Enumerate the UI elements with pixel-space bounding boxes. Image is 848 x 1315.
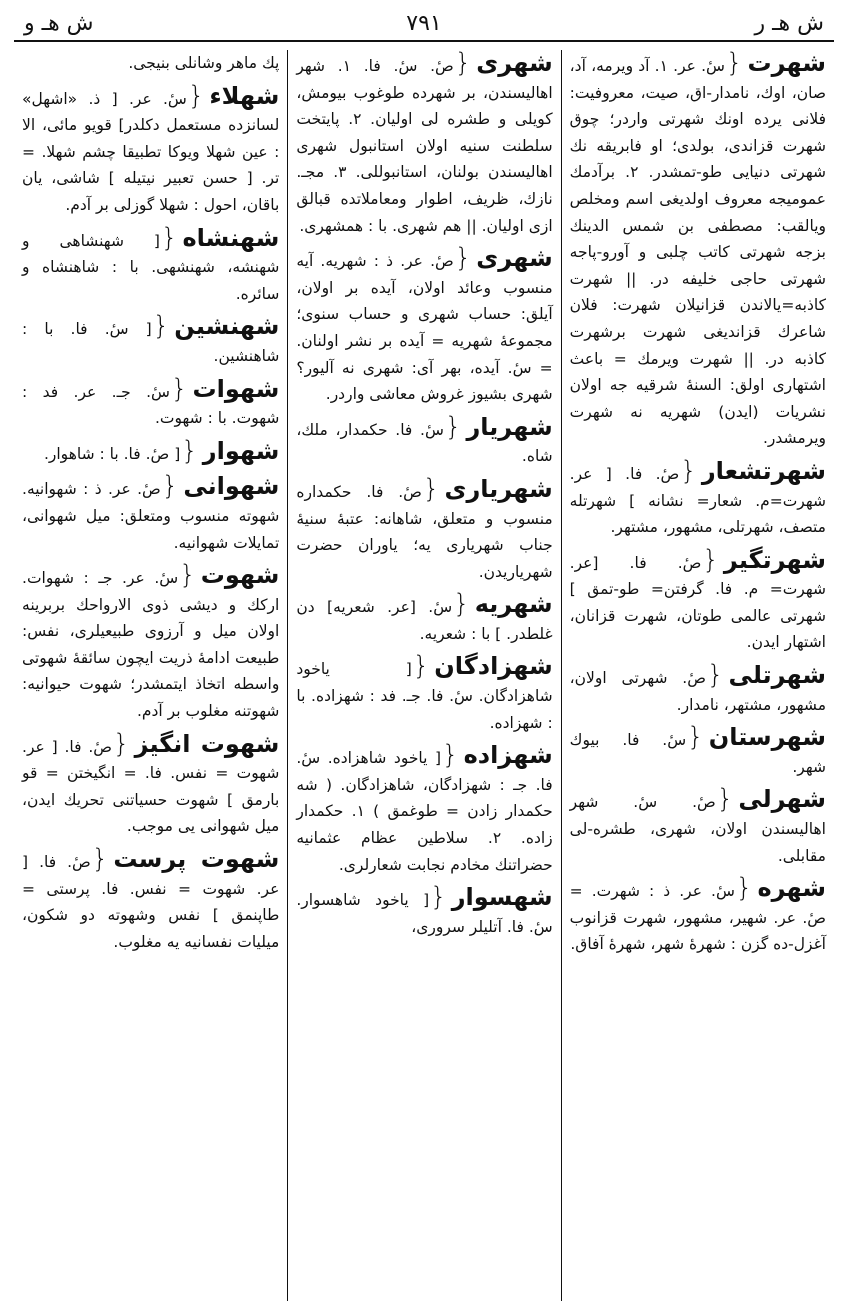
entry-definition: صٔ. سٔ. شهر اهاليسندن اولان، شهرى، طشره-لى مقابلى. <box>569 793 826 865</box>
entry-definition: صٔ. سٔ. فا. ۱. شهر اهاليسندن، بر شهرده طوغوب بيومش، كويلى و طشره لى اوليان. ۲. پايتخت سلطنت سنيه اولان استانبول شهرى اهاليسندن بولنان، استانبوللى. ۳. مجـ. نازك، ظريف، اطوار ومعاملاتده قبالق ازى اوليان. || هم شهرى. با : همشهرى. <box>296 57 553 235</box>
brace-mark: { <box>680 455 697 486</box>
entry-definition: صٔ. فا. حكمداره منسوب و متعلق، شاهانه: عتبهٔ سنيهٔ جناب شهريارى يه؛ ياوران حضرت شهرياريدن. <box>296 482 553 581</box>
entry-definition: صٔ. شهرتى اولان، مشهور، مشتهر، نامدار. <box>569 669 826 714</box>
brace-mark: { <box>454 50 472 78</box>
entry-definition: پك ماهر وشانلى بنيجى. <box>128 54 280 72</box>
entry-definition: سٔ. جـ. عر. فد : شهوت. با : شهوت. <box>22 382 280 428</box>
entry-definition: [ سٔ. فا. با : شاهنشين. <box>22 320 280 365</box>
brace-mark: { <box>725 50 743 78</box>
brace-mark: { <box>706 660 724 691</box>
entry-definition: سٔ. عر. [ ذ. «اشهل» لسانزده مستعمل دكلدر] قويو مائى، الا : عين شهلا ويوكا تطبيقا چشم شهلا. = تر. [ حسن تعبير نيتيله ] شاشى، يان باقان، احول : شهلا گوزلى بر آدم. <box>22 89 280 214</box>
brace-mark: { <box>430 882 447 913</box>
entry-definition: صٔ. فا. [عر. شهرت= م. فا. گرفتن= طو-تمق ] شهرتى عالمى طوتان، شهرت قزانان، اشتهار ايدن. <box>569 553 826 652</box>
columns-container <box>14 50 834 1301</box>
entry-headword: شهلاء <box>209 81 280 110</box>
entry-definition: [ ياخود شاهسوار. سٔ. فا. آتليلر سرورى، <box>296 891 553 936</box>
entry-definition: [ ياخود شاهزاده. سٔ. فا. جـ : شهزادگان، شاهزادگان. ( شه حكمدار زادن = طوغمق ) ۱. حكمدار زاده. ۲. سلاطين عظام عثمانيه حضراتنك مخادم نجابت شعارلرى. <box>296 749 553 874</box>
brace-mark: { <box>181 435 198 466</box>
entry-headword: شهره <box>757 874 826 903</box>
dictionary-entry <box>569 455 826 541</box>
entry-headword: شهريارى <box>444 474 553 503</box>
brace-mark: { <box>412 651 430 682</box>
dictionary-entry <box>22 80 280 219</box>
brace-mark: { <box>454 243 472 274</box>
entry-definition: صٔ. عر. ذ : شهريه. آيه منسوب وعائد اولان، آيده بر اولان، آيلق: حساب شهرى و حساب سنوى؛ مجموعهٔ شهريه = آيده بر نشر اولنان. = سٔ. آيده، بهر آى: شهرى نه آليور؟ شهرى بشيوز غروش معاشى واردر. <box>296 252 553 404</box>
dictionary-entry <box>22 222 280 308</box>
entry-headword: شهرتگير <box>723 545 826 574</box>
entry-headword: شهرى <box>476 50 553 77</box>
dictionary-entry <box>22 373 280 432</box>
brace-mark: { <box>113 728 130 759</box>
entry-headword: شهوت <box>200 561 280 590</box>
entry-headword: شهسوار <box>451 883 553 912</box>
dictionary-entry <box>296 591 552 647</box>
entry-definition: سٔ. فا. بيوك شهر. <box>569 731 826 776</box>
brace-mark: { <box>161 471 179 502</box>
entry-headword: شهوار <box>202 436 280 465</box>
brace-mark: { <box>170 373 188 404</box>
dictionary-entry <box>296 742 552 878</box>
brace-mark: { <box>687 722 704 753</box>
dictionary-entry <box>570 662 826 718</box>
brace-mark: { <box>179 560 196 591</box>
brace-mark: { <box>152 311 170 342</box>
brace-mark: { <box>187 80 205 111</box>
brace-mark: { <box>91 844 109 875</box>
dictionary-entry <box>570 786 826 869</box>
entry-headword: شهريار <box>466 412 553 441</box>
brace-mark: { <box>442 740 459 771</box>
dictionary-entry <box>570 724 826 780</box>
column-2 <box>287 50 560 1301</box>
entry-definition: سٔ. عر. ذ : شهرت. = صٔ. عر. شهير، مشهور، شهرت قزانوب آغزل-ده گزن : شهرهٔ شهر، شهرهٔ آفاق. <box>569 882 826 954</box>
dictionary-entry <box>296 411 553 470</box>
dictionary-entry <box>296 50 552 239</box>
dictionary-entry <box>22 435 280 468</box>
dictionary-entry <box>296 473 553 585</box>
entry-headword: شهرلى <box>738 785 826 814</box>
dictionary-entry <box>296 884 552 940</box>
entry-definition: [ صٔ. فا. با : شاهوار. <box>43 444 181 463</box>
entry-headword: شهوت انگيز <box>134 729 280 758</box>
brace-mark: { <box>444 411 462 442</box>
entry-definition: سٔ. فا. حكمدار، ملك، شاه. <box>296 420 553 466</box>
entry-definition: صٔ. فا. [ عر. شهرت=م. شعار= نشانه ] شهرتله متصف، شهرتلى، مشهور، مشتهر. <box>569 464 826 537</box>
entry-headword: شهرتشعار <box>701 456 826 485</box>
dictionary-entry <box>296 653 552 736</box>
dictionary-entry <box>22 50 279 77</box>
header-left-guide: ش هـ و <box>24 10 94 36</box>
column-3 <box>14 50 287 1301</box>
brace-mark: { <box>453 589 470 620</box>
dictionary-entry <box>570 50 826 452</box>
brace-mark: { <box>422 473 440 504</box>
column-1 <box>561 50 834 1301</box>
entry-definition: سٔ. عر. جـ : شهوات. اركك و ديشى ذوى الارواحك بربرينه اولان ميل و آرزوى طبيعيلرى، نفس: طبيعت ادامهٔ ذريت ايچون سائقهٔ شهوتى واسطه اتخاذ ايتمشدر؛ شهوت حيوانيه: شهوتنه مغلوب بر آدم. <box>22 569 280 721</box>
brace-mark: { <box>160 222 178 253</box>
entry-headword: شهوت پرست <box>113 845 280 874</box>
brace-mark: { <box>702 544 719 575</box>
entry-definition: سٔ. [عر. شعريه] دن غلطدر. ] با : شعريه. <box>296 598 553 643</box>
entry-headword: شهرت <box>747 50 826 77</box>
entry-definition: [ شهنشاهى و شهنشه، شهنشهى. با : شاهنشاه و سائره. <box>22 231 280 303</box>
brace-mark: { <box>716 784 734 815</box>
dictionary-entry <box>22 313 279 369</box>
entry-headword: شهوانى <box>183 472 280 501</box>
entry-headword: شهنشين <box>174 312 280 341</box>
dictionary-entry <box>570 875 826 958</box>
entry-definition: صٔ. فا. [ عر. شهوت = نفس. فا. = انگيختن = قو بارمق ] شهوت حسياتنى تحريك ايدن، ميل شهوانى يى موجب. <box>22 737 280 836</box>
entry-headword: شهرتلى <box>728 661 826 690</box>
entry-definition: صٔ. عر. ذ : شهوانيه. شهوته منسوب ومتعلق: ميل شهوانى، تمايلات شهوانيه. <box>22 480 280 552</box>
page-header <box>14 6 834 42</box>
entry-definition: سٔ. عر. ۱. آد ويرمه، آد، صان، اوك، نامدار-اق، صيت، معروفيت: فلانى يرده اونك شهرتى واردر؛ چوق شهرت قزاندى، بولدى؛ او فابريقه نك شهرتى دنيايى طو-تمشدر. ۲. برآدمك عموميجه معروف اولديغى اسم ومخلص ويالقب: مصطفى بن شمس الدينك بزجه شهرتى كاتب چلبى و آورو-پاجه شهرتى حاجى خليفه در. || شهرت كاذبه=يالاندن قزانيلان شهرت: فلان شاعرك قزانديغى شهرت برشهرت كاذبه در. || شهرت ويرمك = باعث اشتهارى اولق: السنهٔ شرقيه جه اولان نشريات (ايدن) شهريه نه شهرت ويرمشدر. <box>569 57 826 448</box>
dictionary-entry <box>22 562 279 725</box>
entry-headword: شهرى <box>476 244 553 273</box>
dictionary-entry <box>22 846 279 955</box>
dictionary-entry <box>569 544 826 656</box>
header-right-guide: ش هـ ر <box>754 10 824 36</box>
entry-definition: [ ياخود شاهزادگان. سٔ. فا. جـ. فد : شهزاده. با : شهزاده. <box>296 660 553 732</box>
page-number: ۷۹۱ <box>406 10 442 36</box>
entry-headword: شهزاده <box>463 741 553 770</box>
entry-headword: شهريه <box>474 590 553 619</box>
entry-headword: شهرستان <box>708 723 826 752</box>
dictionary-entry <box>22 728 280 840</box>
dictionary-entry <box>22 473 279 556</box>
dictionary-entry <box>296 245 552 408</box>
entry-headword: شهزادگان <box>434 652 553 681</box>
brace-mark: { <box>735 873 753 904</box>
entry-definition: صٔ. فا. [ عر. شهوت = نفس. فا. پرستى = طاپنمق ] نفس وشهوته دو شكون، ميليات نفسانيه يه مغلوب. <box>22 853 280 951</box>
entry-headword: شهوات <box>192 374 280 403</box>
entry-headword: شهنشاه <box>182 223 280 252</box>
